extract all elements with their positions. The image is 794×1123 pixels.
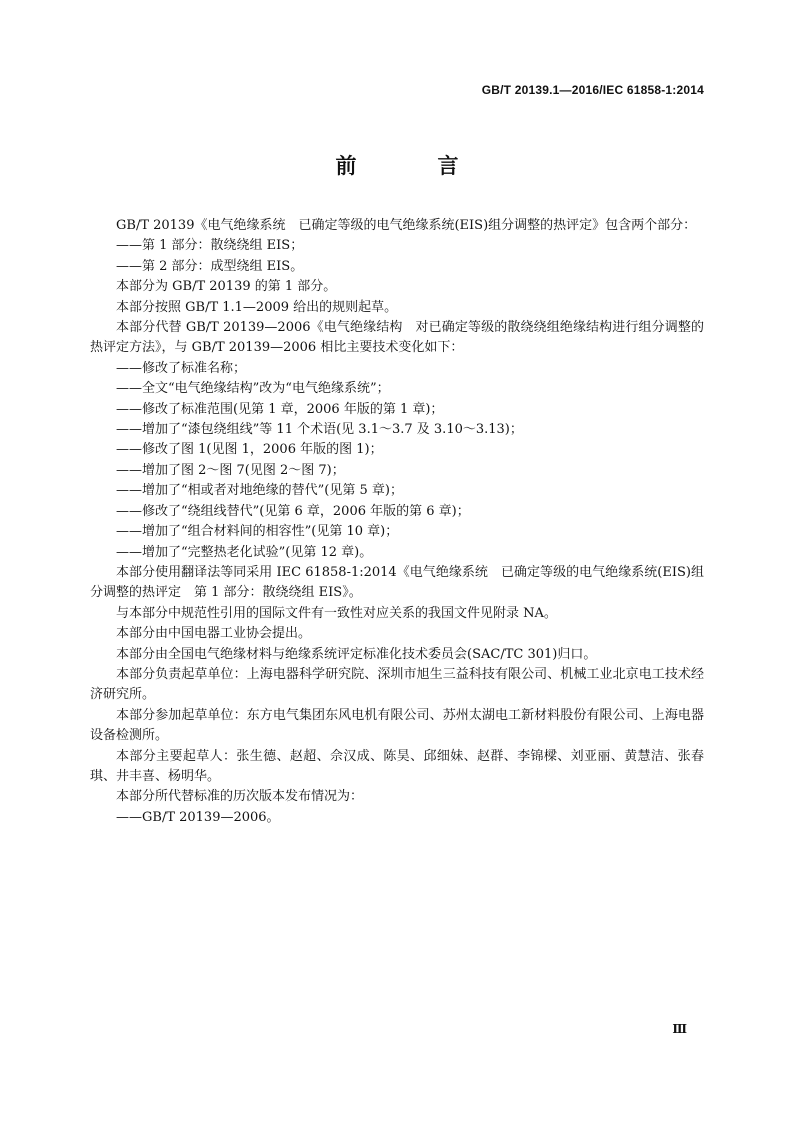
paragraph: GB/T 20139《电气绝缘系统 已确定等级的电气绝缘系统(EIS)组分调整的热评定》包含两个部分： [116,218,697,233]
list-item: ——增加了“漆包绕组线”等 11 个术语(见 3.1～3.7 及 3.10～3.13)； [116,422,523,438]
paragraph: 本部分按照 GB/T 1.1—2009 给出的规则起草。 [116,299,398,315]
list-item: ——GB/T 20139—2006。 [116,809,280,825]
list-item: ——增加了“相或者对地绝缘的替代”(见第 5 章)； [116,483,403,499]
list-item: ——第 1 部分：散绕绕组 EIS； [116,238,304,254]
paragraph: 本部分负责起草单位：上海电器科学研究院、深圳市旭生三益科技有限公司、机械工业北京电工技术经济研究所。 [90,666,704,703]
list-item: ——增加了图 2～图 7(见图 2～图 7)； [116,462,345,478]
list-item: ——增加了“组合材料间的相容性”(见第 10 章)； [116,524,399,540]
list-item: ——修改了标准范围(见第 1 章，2006 年版的第 1 章)； [116,401,444,417]
list-item: ——全文“电气绝缘结构”改为“电气绝缘系统”； [116,381,390,397]
foreword-body [90,216,704,828]
paragraph: 本部分由中国电器工业协会提出。 [116,626,312,642]
paragraph: 本部分使用翻译法等同采用 IEC 61858-1:2014《电气绝缘系统 已确定等级的电气绝缘系统(EIS)组分调整的热评定 第 1 部分：散绕绕组 EIS》。 [90,564,704,601]
paragraph: 本部分为 GB/T 20139 的第 1 部分。 [116,279,337,295]
paragraph: 本部分代替 GB/T 20139—2006《电气绝缘结构 对已确定等级的散绕绕组绝缘结构进行组分调整的热评定方法》，与 GB/T 20139—2006 相比主要技术变化如下： [90,320,704,356]
paragraph: 本部分由全国电气绝缘材料与绝缘系统评定标准化技术委员会(SAC/TC 301)归口。 [116,646,597,662]
page-title: 前 言 [335,154,489,178]
paragraph: 与本部分中规范性引用的国际文件有一致性对应关系的我国文件见附录 NA。 [116,605,557,621]
paragraph: 本部分所代替标准的历次版本发布情况为： [116,789,364,805]
list-item: ——修改了“绕组线替代”(见第 6 章，2006 年版的第 6 章)； [116,503,470,519]
standard-code: GB/T 20139.1—2016/IEC 61858-1:2014 [481,83,704,97]
list-item: ——增加了“完整热老化试验”(见第 12 章)。 [116,544,373,560]
list-item: ——第 2 部分：成型绕组 EIS。 [116,258,304,274]
paragraph: 本部分参加起草单位：东方电气集团东风电机有限公司、苏州太湖电工新材料股份有限公司、上海电器设备检测所。 [90,707,704,744]
paragraph: 本部分主要起草人：张生德、赵超、佘汉成、陈昊、邱细妹、赵群、李锦樑、刘亚丽、黄慧洁、张春琪、井丰喜、杨明华。 [90,748,704,784]
page-number: Ⅲ [672,1022,687,1036]
list-item: ——修改了图 1(见图 1，2006 年版的图 1)； [116,442,383,458]
list-item: ——修改了标准名称； [116,360,247,376]
